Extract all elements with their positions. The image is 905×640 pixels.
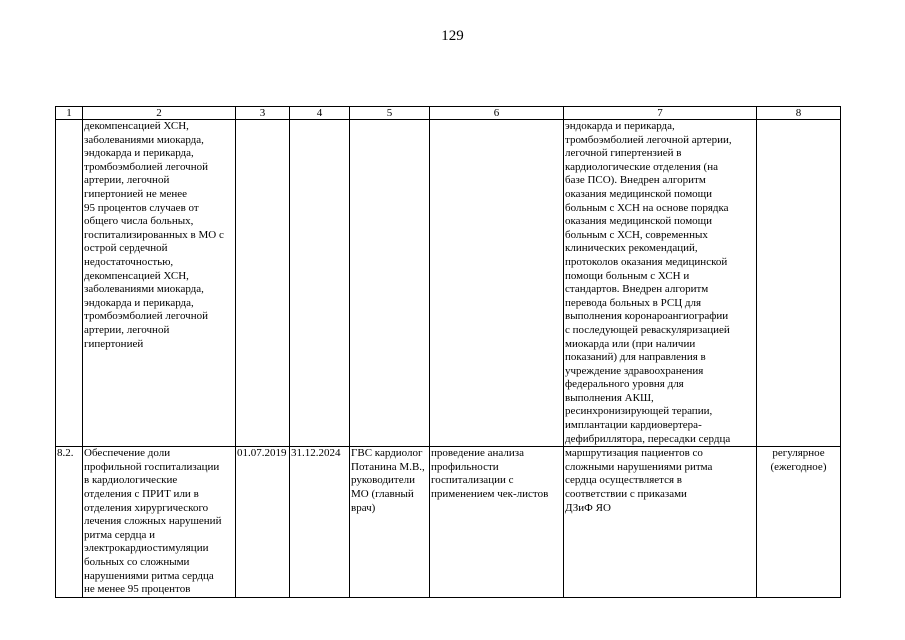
table-row <box>56 120 841 447</box>
column-header: 6 <box>430 107 564 120</box>
responsible-cell <box>350 120 430 447</box>
end-date-cell: 31.12.2024 <box>290 447 350 598</box>
responsible-cell: ГВС кардиолог Потанина М.В., руководители МО (главный врач) <box>350 447 430 598</box>
start-date-cell <box>236 120 290 447</box>
column-header: 1 <box>56 107 83 120</box>
indicator-cell: проведение анализа профильности госпитализации с применением чек-листов <box>430 447 564 598</box>
result-cell: эндокарда и перикарда, тромбоэмболией легочной артерии, легочной гипертензией в кардиологические отделения (на базе ПСО). Внедрен алгоритм оказания медицинской помощи больным с ХСН на основе порядка оказания медицинской помощи больным с ХСН, современных клинических рекомендаций, протоколов оказания медицинской помощи больным с ХСН и стандартов. Внедрен алгоритм перевода больных в РСЦ для выполнения коронароангиографии с последующей реваскуляризацией миокарда или (при наличии показаний) для направления в учреждение здравоохранения федерального уровня для выполнения АКШ, ресинхронизирующей терапии, имплантации кардиовертера- дефибриллятора, пересадки сердца <box>564 120 757 447</box>
column-header: 2 <box>83 107 236 120</box>
measure-cell: декомпенсацией ХСН, заболеваниями миокарда, эндокарда и перикарда, тромбоэмболией легочной артерии, легочной гипертонией не менее 95 процентов случаев от общего числа больных, госпитализированных в МО с острой сердечной недостаточностью, декомпенсацией ХСН, заболеваниями миокарда, эндокарда и перикарда, тромбоэмболией легочной артерии, легочной гипертонией <box>83 120 236 447</box>
table-header-row <box>56 107 841 120</box>
indicator-cell <box>430 120 564 447</box>
measure-cell: Обеспечение доли профильной госпитализации в кардиологические отделения с ПРИТ или в отделения хирургического лечения сложных нарушений ритма сердца и электрокардиостимуляции больных со сложными нарушениями ритма сердца не менее 95 процентов <box>83 447 236 598</box>
column-header: 5 <box>350 107 430 120</box>
end-date-cell <box>290 120 350 447</box>
frequency-cell <box>757 120 841 447</box>
measures-table <box>55 106 841 598</box>
table-row <box>56 447 841 598</box>
row-number-cell <box>56 120 83 447</box>
frequency-cell: регулярное (ежегодное) <box>757 447 841 598</box>
column-header: 7 <box>564 107 757 120</box>
row-number-cell: 8.2. <box>56 447 83 598</box>
column-header: 4 <box>290 107 350 120</box>
result-cell: маршрутизация пациентов со сложными нарушениями ритма сердца осуществляется в соответствии с приказами ДЗиФ ЯО <box>564 447 757 598</box>
column-header: 3 <box>236 107 290 120</box>
column-header: 8 <box>757 107 841 120</box>
start-date-cell: 01.07.2019 <box>236 447 290 598</box>
page-number: 129 <box>441 28 464 44</box>
